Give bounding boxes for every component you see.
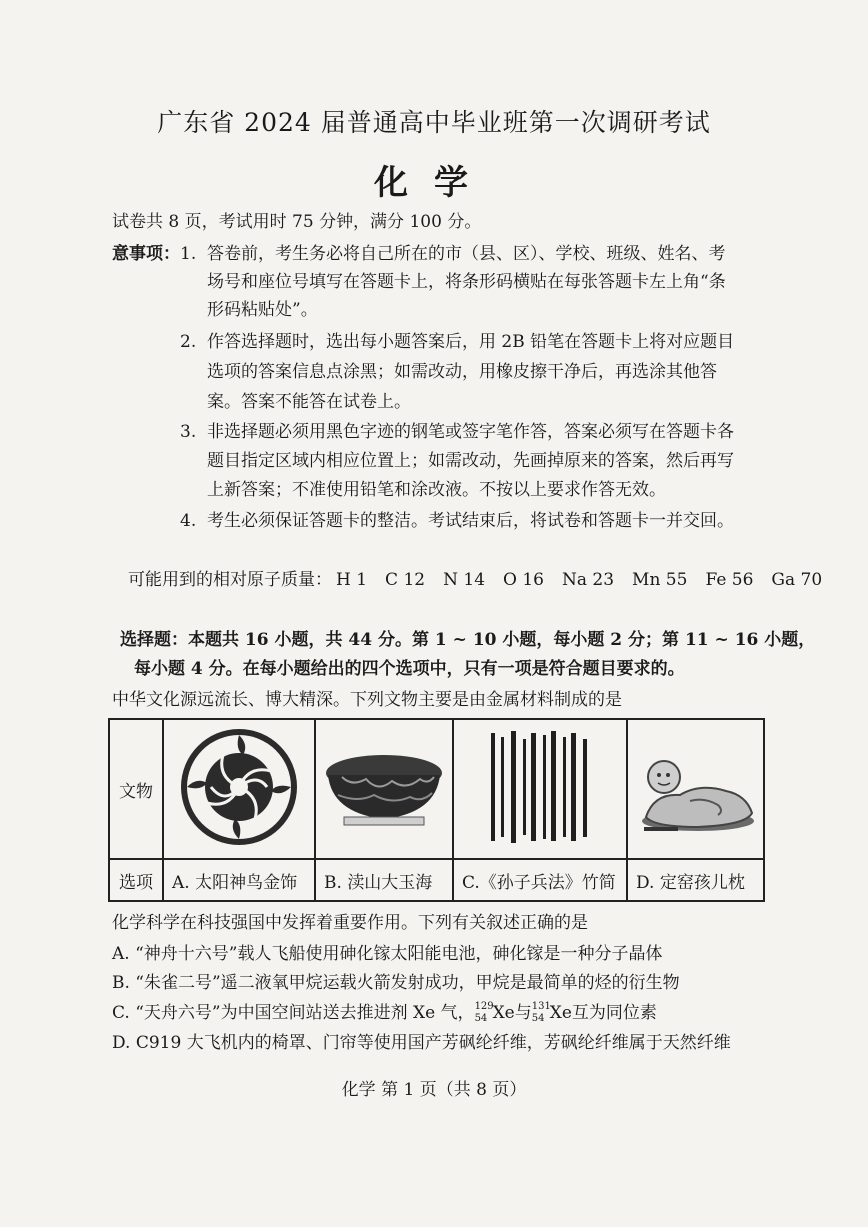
notice-item-1-line-3: 形码粘贴处”。 — [207, 300, 318, 320]
jade-urn-icon — [322, 747, 446, 827]
xe-129-number: 54 — [474, 1012, 488, 1024]
mass-na: Na 23 — [562, 570, 615, 590]
page-footer: 化学 第 1 页（共 8 页） — [341, 1080, 527, 1100]
q2-option-b: B. “朱雀二号”遥二液氧甲烷运载火箭发射成功，甲烷是最简单的烃的衍生物 — [112, 973, 680, 993]
option-a-label: A. 太阳神鸟金饰 — [163, 859, 315, 901]
option-c-label: C.《孙子兵法》竹简 — [453, 859, 627, 901]
option-b-label: B. 渎山大玉海 — [315, 859, 453, 901]
notice-item-3-line-1: 非选择题必须用黑色字迹的钢笔或签字笔作答，答案必须写在答题卡各 — [207, 422, 734, 442]
q2-option-c — [112, 1000, 657, 1024]
xe-131-symbol: Xe — [549, 1003, 572, 1023]
q2-option-c-text-3: 互为同位素 — [571, 1003, 657, 1023]
mass-mn: Mn 55 — [632, 570, 688, 590]
row-header-option: 选项 — [109, 859, 163, 901]
option-c-image-cell — [453, 719, 627, 859]
exam-title: 广东省 2024 届普通高中毕业班第一次调研考试 — [157, 108, 711, 137]
mass-h: H 1 — [336, 570, 368, 590]
notice-item-2-line-3: 案。答案不能答在试卷上。 — [207, 392, 411, 412]
subject-title: 化学 — [374, 163, 494, 203]
notice-item-1-num: 1. — [180, 244, 197, 264]
mass-ga: Ga 70 — [771, 570, 823, 590]
q2-option-d: D. C919 大飞机内的椅罩、门帘等使用国产芳砜纶纤维，芳砜纶纤维属于天然纤维 — [112, 1033, 731, 1053]
sun-bird-gold-icon — [177, 725, 301, 849]
notice-item-2-num: 2. — [180, 332, 197, 352]
section-1-line-2: 每小题 4 分。在每小题给出的四个选项中，只有一项是符合题目要求的。 — [134, 659, 685, 679]
q2-option-c-text-1: C. “天舟六号”为中国空间站送去推进剂 Xe 气， — [112, 1003, 475, 1023]
bamboo-slips-icon — [485, 729, 595, 845]
row-header-artifact: 文物 — [109, 719, 163, 859]
mass-o: O 16 — [503, 570, 544, 590]
mass-fe: Fe 56 — [705, 570, 754, 590]
mass-c: C 12 — [385, 570, 426, 590]
q2-option-a: A. “神舟十六号”载人飞船使用砷化镓太阳能电池，砷化镓是一种分子晶体 — [112, 944, 663, 964]
xe-131-isotope — [531, 1000, 551, 1024]
option-b-image-cell — [315, 719, 453, 859]
notice-item-2-line-1: 作答选择题时，选出每小题答案后，用 2B 铅笔在答题卡上将对应题目 — [207, 332, 735, 352]
q1-artifact-table — [108, 718, 765, 902]
exam-intro: 试卷共 8 页，考试用时 75 分钟，满分 100 分。 — [112, 212, 482, 232]
atomic-masses — [128, 570, 822, 590]
notice-item-3-num: 3. — [180, 422, 197, 442]
option-d-label: D. 定窑孩儿枕 — [627, 859, 764, 901]
atomic-masses-label: 可能用到的相对原子质量： — [128, 570, 332, 590]
notice-item-4-line-1: 考生必须保证答题卡的整洁。考试结束后，将试卷和答题卡一并交回。 — [207, 511, 734, 531]
option-d-image-cell — [627, 719, 764, 859]
q2-stem: 化学科学在科技强国中发挥着重要作用。下列有关叙述正确的是 — [112, 913, 588, 933]
notice-item-2-line-2: 选项的答案信息点涂黑；如需改动，用橡皮擦干净后，再选涂其他答 — [207, 362, 717, 382]
xe-131-mass: 131 — [531, 1000, 551, 1012]
notice-item-4-num: 4. — [180, 511, 197, 531]
notice-item-3-line-2: 题目指定区域内相应位置上；如需改动，先画掉原来的答案，然后再写 — [207, 451, 734, 471]
xe-131-number: 54 — [531, 1012, 545, 1024]
porcelain-pillow-icon — [634, 739, 758, 835]
mass-n: N 14 — [443, 570, 486, 590]
notice-item-1-line-2: 场号和座位号填写在答题卡上，将条形码横贴在每张答题卡左上角“条 — [207, 272, 726, 292]
q2-option-c-text-2: 与 — [514, 1003, 532, 1023]
option-a-image-cell — [163, 719, 315, 859]
notice-label: 意事项： — [112, 244, 180, 264]
section-1-line-1: 选择题：本题共 16 小题，共 44 分。第 1 ~ 10 小题，每小题 2 分；第 11 ~ 16 小题， — [120, 630, 816, 650]
notice-item-1-line-1: 答卷前，考生务必将自己所在的市（县、区）、学校、班级、姓名、考 — [207, 244, 726, 264]
xe-129-mass: 129 — [474, 1000, 494, 1012]
xe-129-symbol: Xe — [492, 1003, 515, 1023]
notice-item-3-line-3: 上新答案；不准使用铅笔和涂改液。不按以上要求作答无效。 — [207, 480, 666, 500]
xe-129-isotope — [474, 1000, 494, 1024]
q1-stem: 中华文化源远流长、博大精深。下列文物主要是由金属材料制成的是 — [112, 690, 622, 710]
